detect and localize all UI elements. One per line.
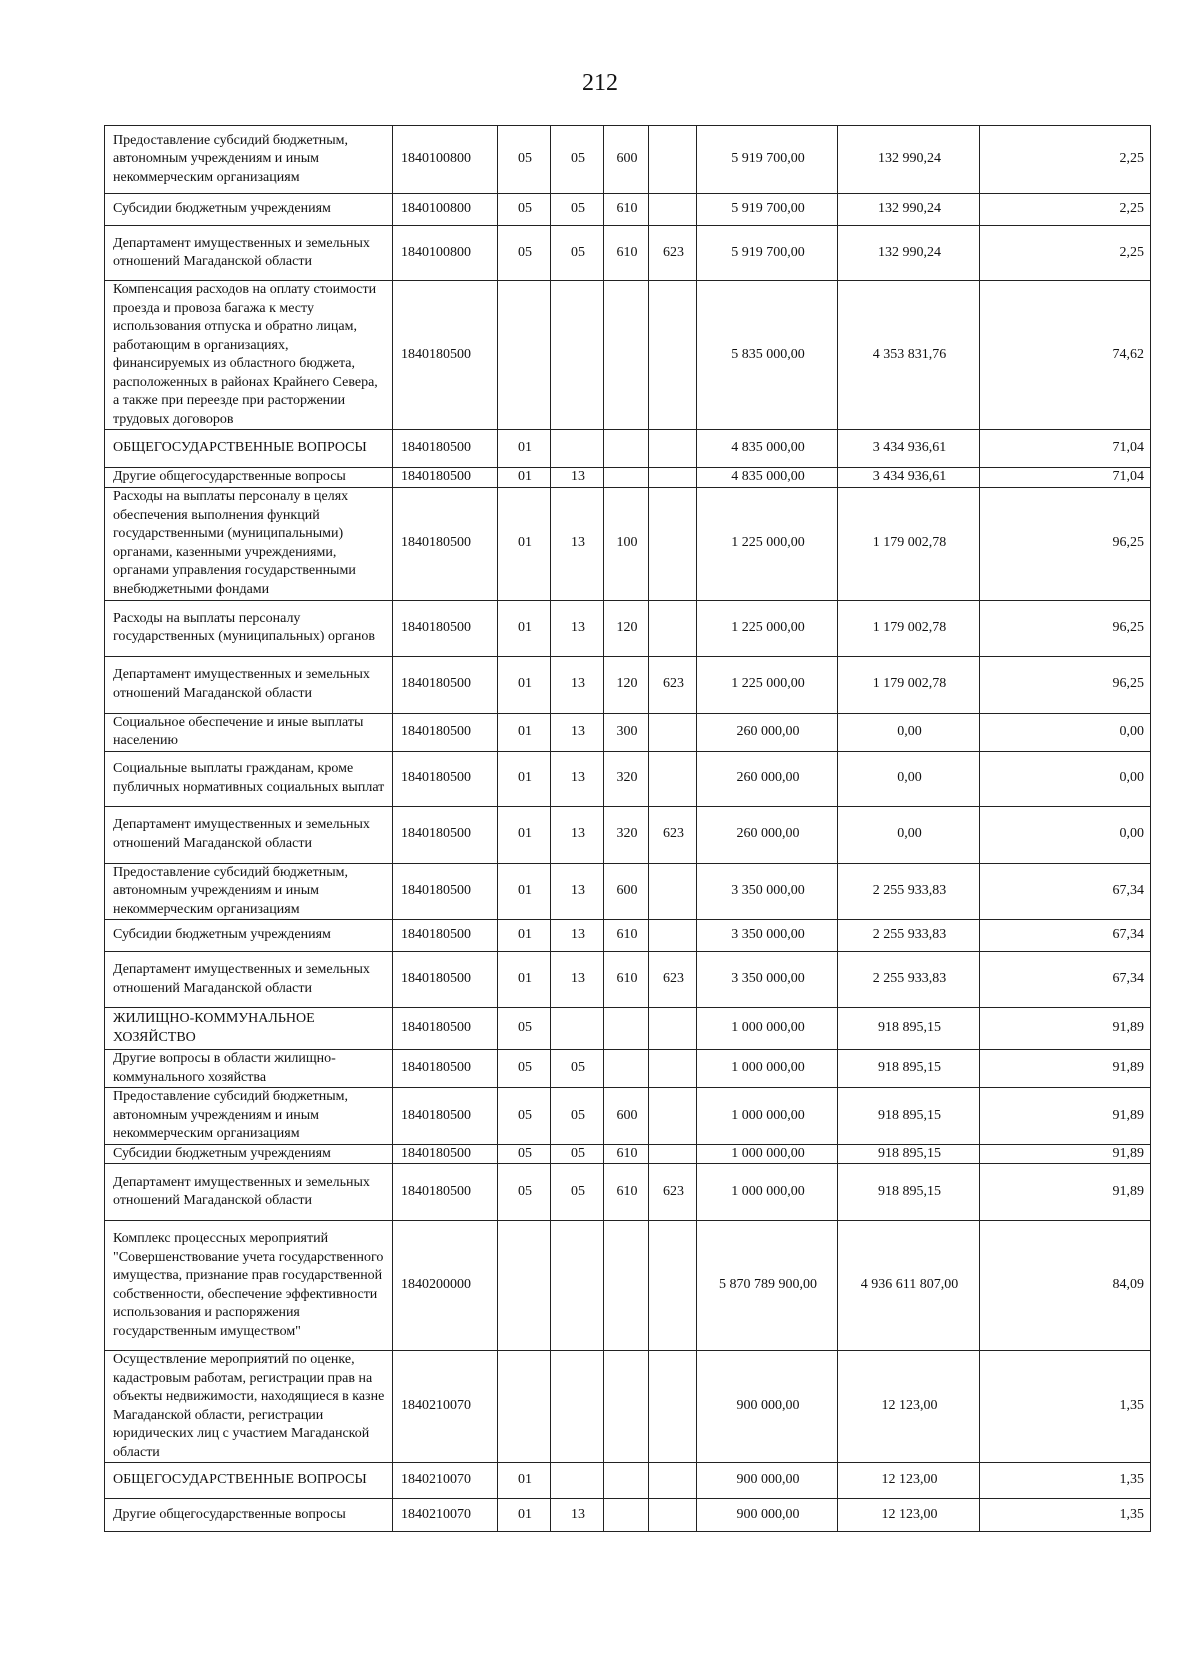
row-planned-amount: 1 000 000,00	[697, 1164, 838, 1221]
row-expense-type: 120	[604, 600, 649, 656]
row-actual-amount: 918 895,15	[838, 1088, 980, 1145]
row-administrator	[649, 1050, 697, 1088]
row-administrator	[649, 600, 697, 656]
row-subsection: 05	[551, 126, 604, 194]
row-subsection: 13	[551, 656, 604, 713]
row-target-code: 1840180500	[393, 600, 498, 656]
row-actual-amount: 132 990,24	[838, 194, 980, 226]
table-row	[105, 1050, 1151, 1088]
row-expense-type	[604, 430, 649, 468]
row-planned-amount: 1 225 000,00	[697, 487, 838, 600]
row-expense-type	[604, 1008, 649, 1050]
row-subsection: 13	[551, 751, 604, 806]
row-actual-amount: 132 990,24	[838, 226, 980, 281]
row-execution-percent: 91,89	[980, 1050, 1151, 1088]
row-administrator: 623	[649, 656, 697, 713]
row-expense-type	[604, 1499, 649, 1532]
row-target-code: 1840180500	[393, 1164, 498, 1221]
table-row	[105, 1144, 1151, 1164]
row-planned-amount: 3 350 000,00	[697, 920, 838, 952]
row-administrator: 623	[649, 806, 697, 863]
row-actual-amount: 132 990,24	[838, 126, 980, 194]
row-name: Субсидии бюджетным учреждениям	[105, 920, 393, 952]
row-expense-type	[604, 1463, 649, 1499]
row-section: 01	[498, 920, 551, 952]
row-expense-type: 610	[604, 920, 649, 952]
table-row	[105, 1008, 1151, 1050]
row-section: 01	[498, 713, 551, 751]
row-planned-amount: 260 000,00	[697, 806, 838, 863]
row-actual-amount: 0,00	[838, 806, 980, 863]
row-expense-type: 610	[604, 1144, 649, 1164]
row-section: 05	[498, 226, 551, 281]
row-planned-amount: 900 000,00	[697, 1499, 838, 1532]
row-subsection	[551, 1351, 604, 1463]
row-section: 01	[498, 952, 551, 1008]
table-row	[105, 468, 1151, 488]
row-subsection: 05	[551, 1088, 604, 1145]
row-administrator	[649, 920, 697, 952]
row-expense-type: 320	[604, 806, 649, 863]
row-name: Департамент имущественных и земельных отношений Магаданской области	[105, 952, 393, 1008]
row-execution-percent: 67,34	[980, 920, 1151, 952]
row-target-code: 1840210070	[393, 1351, 498, 1463]
row-subsection: 05	[551, 1144, 604, 1164]
row-subsection	[551, 1463, 604, 1499]
row-target-code: 1840180500	[393, 656, 498, 713]
row-actual-amount: 2 255 933,83	[838, 863, 980, 920]
row-administrator	[649, 430, 697, 468]
row-name: Департамент имущественных и земельных отношений Магаданской области	[105, 1164, 393, 1221]
row-section: 01	[498, 751, 551, 806]
row-subsection	[551, 1008, 604, 1050]
row-execution-percent: 1,35	[980, 1499, 1151, 1532]
row-planned-amount: 3 350 000,00	[697, 952, 838, 1008]
row-actual-amount: 1 179 002,78	[838, 487, 980, 600]
row-actual-amount: 4 936 611 807,00	[838, 1221, 980, 1351]
row-administrator	[649, 281, 697, 430]
row-target-code: 1840200000	[393, 1221, 498, 1351]
row-name: Предоставление субсидий бюджетным, автономным учреждениям и иным некоммерческим организациям	[105, 1088, 393, 1145]
row-target-code: 1840180500	[393, 487, 498, 600]
row-name: Компенсация расходов на оплату стоимости проезда и провоза багажа к месту использования отпуска и обратно лицам, работающим в организациях, финансируемых из областного бюджета, расположенных в районах Крайнего Севера, а также при переезде при расторжении трудовых договоров	[105, 281, 393, 430]
row-administrator	[649, 1499, 697, 1532]
row-execution-percent: 0,00	[980, 713, 1151, 751]
table-row	[105, 656, 1151, 713]
row-target-code: 1840180500	[393, 920, 498, 952]
table-row	[105, 1221, 1151, 1351]
row-name: Департамент имущественных и земельных отношений Магаданской области	[105, 656, 393, 713]
table-row	[105, 1351, 1151, 1463]
row-expense-type: 600	[604, 1088, 649, 1145]
row-planned-amount: 5 919 700,00	[697, 126, 838, 194]
row-execution-percent: 96,25	[980, 656, 1151, 713]
row-name: Комплекс процессных мероприятий "Совершенствование учета государственного имущества, признание прав государственной собственности, обеспечение эффективности использования и распоряжения государственным имуществом"	[105, 1221, 393, 1351]
row-administrator	[649, 1088, 697, 1145]
row-subsection: 13	[551, 713, 604, 751]
row-expense-type: 120	[604, 656, 649, 713]
row-administrator: 623	[649, 226, 697, 281]
row-name: Предоставление субсидий бюджетным, автономным учреждениям и иным некоммерческим организациям	[105, 126, 393, 194]
row-planned-amount: 1 000 000,00	[697, 1144, 838, 1164]
table-row	[105, 281, 1151, 430]
row-subsection	[551, 281, 604, 430]
row-name: Другие общегосударственные вопросы	[105, 468, 393, 488]
table-row	[105, 751, 1151, 806]
row-execution-percent: 74,62	[980, 281, 1151, 430]
row-execution-percent: 91,89	[980, 1144, 1151, 1164]
table-row	[105, 487, 1151, 600]
table-row	[105, 126, 1151, 194]
row-subsection	[551, 430, 604, 468]
table-row	[105, 194, 1151, 226]
table-row	[105, 1463, 1151, 1499]
row-section: 05	[498, 1008, 551, 1050]
table-row	[105, 920, 1151, 952]
row-planned-amount: 1 225 000,00	[697, 656, 838, 713]
row-planned-amount: 260 000,00	[697, 751, 838, 806]
row-administrator	[649, 1221, 697, 1351]
row-planned-amount: 5 919 700,00	[697, 194, 838, 226]
row-expense-type: 610	[604, 1164, 649, 1221]
table-row	[105, 430, 1151, 468]
table-row	[105, 600, 1151, 656]
row-target-code: 1840180500	[393, 713, 498, 751]
row-execution-percent: 96,25	[980, 487, 1151, 600]
row-actual-amount: 4 353 831,76	[838, 281, 980, 430]
row-administrator: 623	[649, 952, 697, 1008]
row-section: 01	[498, 863, 551, 920]
row-actual-amount: 12 123,00	[838, 1351, 980, 1463]
row-administrator	[649, 1144, 697, 1164]
row-target-code: 1840180500	[393, 806, 498, 863]
table-row	[105, 863, 1151, 920]
row-expense-type: 100	[604, 487, 649, 600]
table-row	[105, 1499, 1151, 1532]
row-section: 05	[498, 1144, 551, 1164]
row-actual-amount: 1 179 002,78	[838, 600, 980, 656]
row-section: 05	[498, 194, 551, 226]
row-actual-amount: 2 255 933,83	[838, 952, 980, 1008]
row-name: Расходы на выплаты персоналу государственных (муниципальных) органов	[105, 600, 393, 656]
page-number: 212	[582, 70, 618, 96]
row-planned-amount: 1 000 000,00	[697, 1050, 838, 1088]
row-name: Другие вопросы в области жилищно-коммунального хозяйства	[105, 1050, 393, 1088]
row-planned-amount: 5 870 789 900,00	[697, 1221, 838, 1351]
row-name: Другие общегосударственные вопросы	[105, 1499, 393, 1532]
row-planned-amount: 260 000,00	[697, 713, 838, 751]
row-execution-percent: 2,25	[980, 226, 1151, 281]
row-actual-amount: 0,00	[838, 751, 980, 806]
row-administrator	[649, 194, 697, 226]
row-actual-amount: 0,00	[838, 713, 980, 751]
row-name: Социальные выплаты гражданам, кроме публичных нормативных социальных выплат	[105, 751, 393, 806]
table-row	[105, 806, 1151, 863]
row-name: ОБЩЕГОСУДАРСТВЕННЫЕ ВОПРОСЫ	[105, 430, 393, 468]
row-name: ЖИЛИЩНО-КОММУНАЛЬНОЕ ХОЗЯЙСТВО	[105, 1008, 393, 1050]
row-target-code: 1840210070	[393, 1463, 498, 1499]
row-target-code: 1840180500	[393, 281, 498, 430]
row-name: Департамент имущественных и земельных отношений Магаданской области	[105, 806, 393, 863]
row-planned-amount: 5 835 000,00	[697, 281, 838, 430]
row-section: 05	[498, 1164, 551, 1221]
row-target-code: 1840210070	[393, 1499, 498, 1532]
row-section: 01	[498, 487, 551, 600]
row-subsection: 05	[551, 226, 604, 281]
row-expense-type	[604, 1050, 649, 1088]
row-expense-type: 600	[604, 126, 649, 194]
row-planned-amount: 900 000,00	[697, 1463, 838, 1499]
row-execution-percent: 84,09	[980, 1221, 1151, 1351]
row-target-code: 1840180500	[393, 863, 498, 920]
row-target-code: 1840180500	[393, 468, 498, 488]
row-administrator: 623	[649, 1164, 697, 1221]
row-subsection: 13	[551, 863, 604, 920]
row-administrator	[649, 126, 697, 194]
row-subsection: 13	[551, 920, 604, 952]
row-target-code: 1840180500	[393, 1088, 498, 1145]
row-subsection: 13	[551, 1499, 604, 1532]
row-execution-percent: 2,25	[980, 194, 1151, 226]
row-actual-amount: 3 434 936,61	[838, 430, 980, 468]
row-planned-amount: 900 000,00	[697, 1351, 838, 1463]
table-row	[105, 713, 1151, 751]
row-subsection: 13	[551, 468, 604, 488]
row-target-code: 1840180500	[393, 1144, 498, 1164]
row-administrator	[649, 863, 697, 920]
row-name: Осуществление мероприятий по оценке, кадастровым работам, регистрации прав на объекты недвижимости, находящиеся в казне Магаданской области, регистрации юридических лиц с участием Магаданской области	[105, 1351, 393, 1463]
row-planned-amount: 1 225 000,00	[697, 600, 838, 656]
row-administrator	[649, 487, 697, 600]
row-administrator	[649, 468, 697, 488]
row-execution-percent: 0,00	[980, 806, 1151, 863]
row-planned-amount: 5 919 700,00	[697, 226, 838, 281]
row-planned-amount: 3 350 000,00	[697, 863, 838, 920]
row-administrator	[649, 713, 697, 751]
row-execution-percent: 1,35	[980, 1351, 1151, 1463]
row-expense-type	[604, 468, 649, 488]
row-planned-amount: 4 835 000,00	[697, 468, 838, 488]
table-row	[105, 226, 1151, 281]
row-planned-amount: 1 000 000,00	[697, 1008, 838, 1050]
row-name: Расходы на выплаты персоналу в целях обеспечения выполнения функций государственными (муниципальными) органами, казенными учреждениями, органами управления государственными внебюджетными фондами	[105, 487, 393, 600]
row-actual-amount: 918 895,15	[838, 1164, 980, 1221]
row-target-code: 1840180500	[393, 1050, 498, 1088]
row-name: Социальное обеспечение и иные выплаты населению	[105, 713, 393, 751]
row-subsection: 05	[551, 194, 604, 226]
row-section	[498, 281, 551, 430]
row-expense-type	[604, 1351, 649, 1463]
row-target-code: 1840180500	[393, 952, 498, 1008]
row-section: 01	[498, 468, 551, 488]
row-subsection: 13	[551, 487, 604, 600]
row-section: 05	[498, 1050, 551, 1088]
row-expense-type: 610	[604, 952, 649, 1008]
row-execution-percent: 67,34	[980, 863, 1151, 920]
row-name: Субсидии бюджетным учреждениям	[105, 194, 393, 226]
row-section: 01	[498, 806, 551, 863]
row-expense-type	[604, 1221, 649, 1351]
row-subsection: 13	[551, 600, 604, 656]
row-administrator	[649, 1351, 697, 1463]
budget-table	[104, 125, 1151, 1532]
row-expense-type	[604, 281, 649, 430]
row-expense-type: 610	[604, 226, 649, 281]
row-section: 01	[498, 1463, 551, 1499]
row-section: 01	[498, 600, 551, 656]
table-row	[105, 1088, 1151, 1145]
row-execution-percent: 1,35	[980, 1463, 1151, 1499]
row-subsection	[551, 1221, 604, 1351]
row-expense-type: 300	[604, 713, 649, 751]
row-execution-percent: 67,34	[980, 952, 1151, 1008]
row-name: ОБЩЕГОСУДАРСТВЕННЫЕ ВОПРОСЫ	[105, 1463, 393, 1499]
row-actual-amount: 918 895,15	[838, 1144, 980, 1164]
row-expense-type: 610	[604, 194, 649, 226]
row-target-code: 1840180500	[393, 1008, 498, 1050]
row-execution-percent: 71,04	[980, 430, 1151, 468]
row-section: 01	[498, 1499, 551, 1532]
row-target-code: 1840100800	[393, 126, 498, 194]
row-section	[498, 1351, 551, 1463]
row-actual-amount: 918 895,15	[838, 1008, 980, 1050]
row-execution-percent: 91,89	[980, 1008, 1151, 1050]
row-section: 01	[498, 656, 551, 713]
row-administrator	[649, 1463, 697, 1499]
row-actual-amount: 2 255 933,83	[838, 920, 980, 952]
row-section: 01	[498, 430, 551, 468]
row-target-code: 1840100800	[393, 226, 498, 281]
row-execution-percent: 91,89	[980, 1164, 1151, 1221]
row-actual-amount: 12 123,00	[838, 1499, 980, 1532]
row-target-code: 1840180500	[393, 751, 498, 806]
row-subsection: 05	[551, 1164, 604, 1221]
row-execution-percent: 2,25	[980, 126, 1151, 194]
row-target-code: 1840100800	[393, 194, 498, 226]
row-administrator	[649, 1008, 697, 1050]
table-row	[105, 952, 1151, 1008]
row-expense-type: 320	[604, 751, 649, 806]
row-name: Субсидии бюджетным учреждениям	[105, 1144, 393, 1164]
row-planned-amount: 4 835 000,00	[697, 430, 838, 468]
row-execution-percent: 0,00	[980, 751, 1151, 806]
row-expense-type: 600	[604, 863, 649, 920]
row-actual-amount: 12 123,00	[838, 1463, 980, 1499]
row-actual-amount: 1 179 002,78	[838, 656, 980, 713]
row-target-code: 1840180500	[393, 430, 498, 468]
row-administrator	[649, 751, 697, 806]
row-planned-amount: 1 000 000,00	[697, 1088, 838, 1145]
row-name: Предоставление субсидий бюджетным, автономным учреждениям и иным некоммерческим организациям	[105, 863, 393, 920]
row-name: Департамент имущественных и земельных отношений Магаданской области	[105, 226, 393, 281]
row-execution-percent: 96,25	[980, 600, 1151, 656]
row-execution-percent: 71,04	[980, 468, 1151, 488]
row-subsection: 05	[551, 1050, 604, 1088]
table-row	[105, 1164, 1151, 1221]
row-execution-percent: 91,89	[980, 1088, 1151, 1145]
row-subsection: 13	[551, 806, 604, 863]
row-section	[498, 1221, 551, 1351]
row-actual-amount: 918 895,15	[838, 1050, 980, 1088]
row-subsection: 13	[551, 952, 604, 1008]
table-body	[105, 126, 1151, 1532]
row-section: 05	[498, 126, 551, 194]
row-actual-amount: 3 434 936,61	[838, 468, 980, 488]
row-section: 05	[498, 1088, 551, 1145]
